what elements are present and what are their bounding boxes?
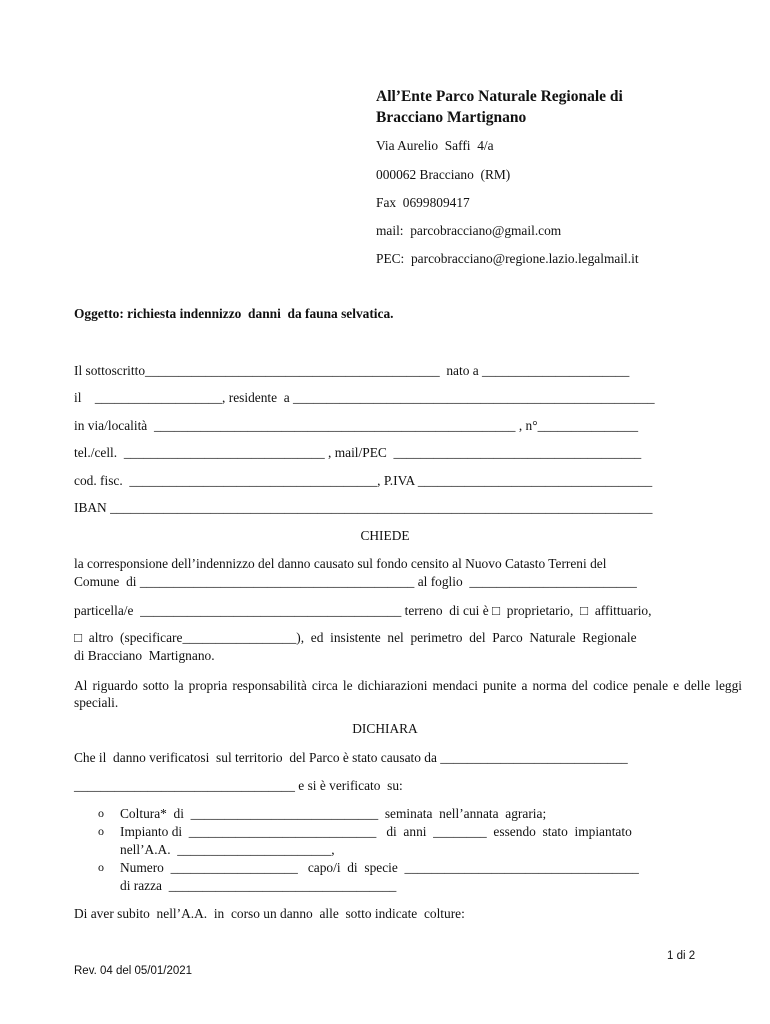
field-codfisc: cod. fisc. _____________________________________, P.IVA ___________________________________ [74,473,653,488]
recipient-mail: mail: parcobracciano@gmail.com [376,223,562,238]
recipient-title-line2: Bracciano Martignano [376,109,527,126]
recipient-pec: PEC: parcobracciano@regione.lazio.legalmail.it [376,251,639,266]
chiede-responsabilita: Al riguardo sotto la propria responsabilità circa le dichiarazioni mendaci punite a norma del codice penale e delle leggi speciali. [74,678,742,710]
field-iban: IBAN _________________________________________________________________________________ [74,500,653,515]
field-residente: il ___________________, residente a ______________________________________________________ [74,390,655,405]
chiede-p1-line1: la corresponsione dell’indennizzo del danno causato sul fondo censito al Nuovo Catasto Terreni del [74,556,607,571]
recipient-title-line1: All’Ente Parco Naturale Regionale di [376,88,623,105]
bullet-coltura: Coltura* di ____________________________ seminata nell’annata agraria; [120,806,547,821]
recipient-fax: Fax 0699809417 [376,195,470,210]
dichiara-colture: Di aver subito nell’A.A. in corso un danno alle sotto indicate colture: [74,906,465,921]
bullet-numero-line1: Numero ___________________ capo/i di specie ___________________________________ [120,860,639,875]
bullet-marker: o [98,806,104,820]
dichiara-line1: Che il danno verificatosi sul territorio del Parco è stato causato da ____________________________ [74,750,628,765]
bullet-marker: o [98,860,104,874]
bullet-impianto-line2: nell’A.A. _______________________, [120,842,335,857]
recipient-city: 000062 Bracciano (RM) [376,167,511,182]
dichiara-line2: _________________________________ e si è verificato su: [74,778,403,793]
bullet-impianto-line1: Impianto di ____________________________ di anni ________ essendo stato impiantato [120,824,632,839]
subject-line: Oggetto: richiesta indennizzo danni da fauna selvatica. [74,306,394,321]
field-sottoscritto: Il sottoscritto____________________________________________ nato a ______________________ [74,363,630,378]
chiede-p1-line2: Comune di _________________________________________ al foglio _________________________ [74,574,637,589]
revision-note: Rev. 04 del 05/01/2021 [74,965,193,977]
chiede-altro-line2: di Bracciano Martignano. [74,648,215,663]
field-via: in via/località ______________________________________________________ , n°_______________ [74,418,639,433]
bullet-marker: o [98,824,104,838]
chiede-particella: particella/e _______________________________________ terreno di cui è □ proprietario, □ affittuario, [74,603,652,618]
recipient-address: Via Aurelio Saffi 4/a [376,138,494,153]
field-tel: tel./cell. ______________________________ , mail/PEC _____________________________________ [74,445,642,460]
dichiara-heading: DICHIARA [352,721,418,736]
bullet-numero-line2: di razza __________________________________ [120,878,397,893]
chiede-altro-line1: □ altro (specificare_________________), ed insistente nel perimetro del Parco Naturale Regionale [74,630,637,645]
page-number: 1 di 2 [667,950,696,962]
chiede-heading: CHIEDE [360,528,410,543]
